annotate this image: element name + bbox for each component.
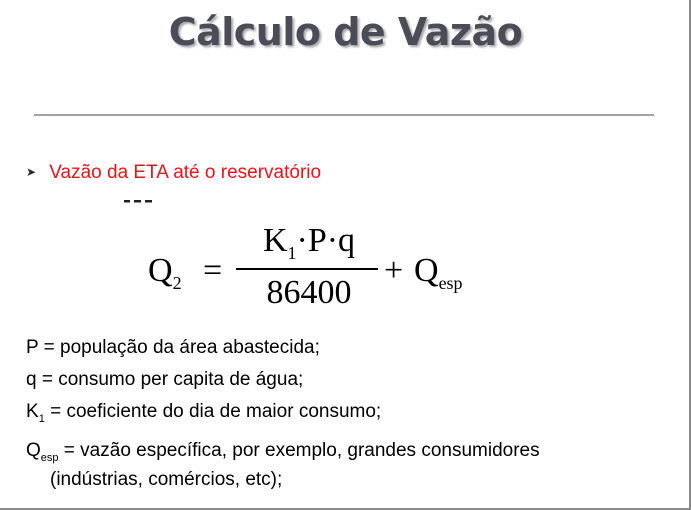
definition-subscript: 1 [38, 413, 45, 425]
flow-formula [148, 222, 488, 314]
definition-subscript: esp [40, 452, 59, 464]
definition-symbol: q [26, 369, 37, 390]
formula-lhs-symbol: Q [148, 252, 173, 289]
formula-denominator: 86400 [266, 274, 352, 311]
numerator-rest: ·P·q [296, 222, 356, 259]
numerator-k-subscript: 1 [287, 242, 297, 263]
formula-numerator [240, 222, 378, 264]
bullet-text: Vazão da ETA até o reservatório [49, 162, 322, 183]
formula-lhs-subscript: 2 [172, 272, 182, 293]
arrow-bullet-icon: ➤ [26, 165, 37, 179]
definition-q [26, 364, 540, 396]
formula-equals: = [203, 252, 223, 289]
definition-p [26, 332, 540, 364]
formula-term-subscript: esp [438, 272, 463, 293]
formula-term [414, 252, 463, 294]
definition-text: = consumo per capita de água; [36, 369, 304, 390]
cropped-text-fragment [120, 198, 156, 208]
fraction-line [236, 268, 378, 270]
definition-text: = vazão específica, por exemplo, grandes consumidores [58, 440, 540, 461]
bullet-item [26, 162, 321, 184]
formula-plus: + [384, 252, 404, 289]
definition-symbol: Q [26, 440, 41, 461]
title-divider [34, 114, 654, 116]
slide-title: Cálculo de Vazão [168, 10, 523, 54]
definitions-list [26, 332, 540, 492]
definition-text: = população da área abastecida; [38, 337, 320, 358]
definition-qesp-continuation: (indústrias, comércios, etc); [50, 469, 283, 490]
numerator-k: K [262, 222, 288, 259]
formula-lhs [148, 252, 182, 294]
definition-k1 [26, 396, 540, 435]
definition-text: = coeficiente do dia de maior consumo; [44, 401, 382, 422]
formula-term-symbol: Q [414, 252, 439, 289]
definition-symbol: P [26, 337, 39, 358]
definition-symbol: K [26, 401, 39, 422]
